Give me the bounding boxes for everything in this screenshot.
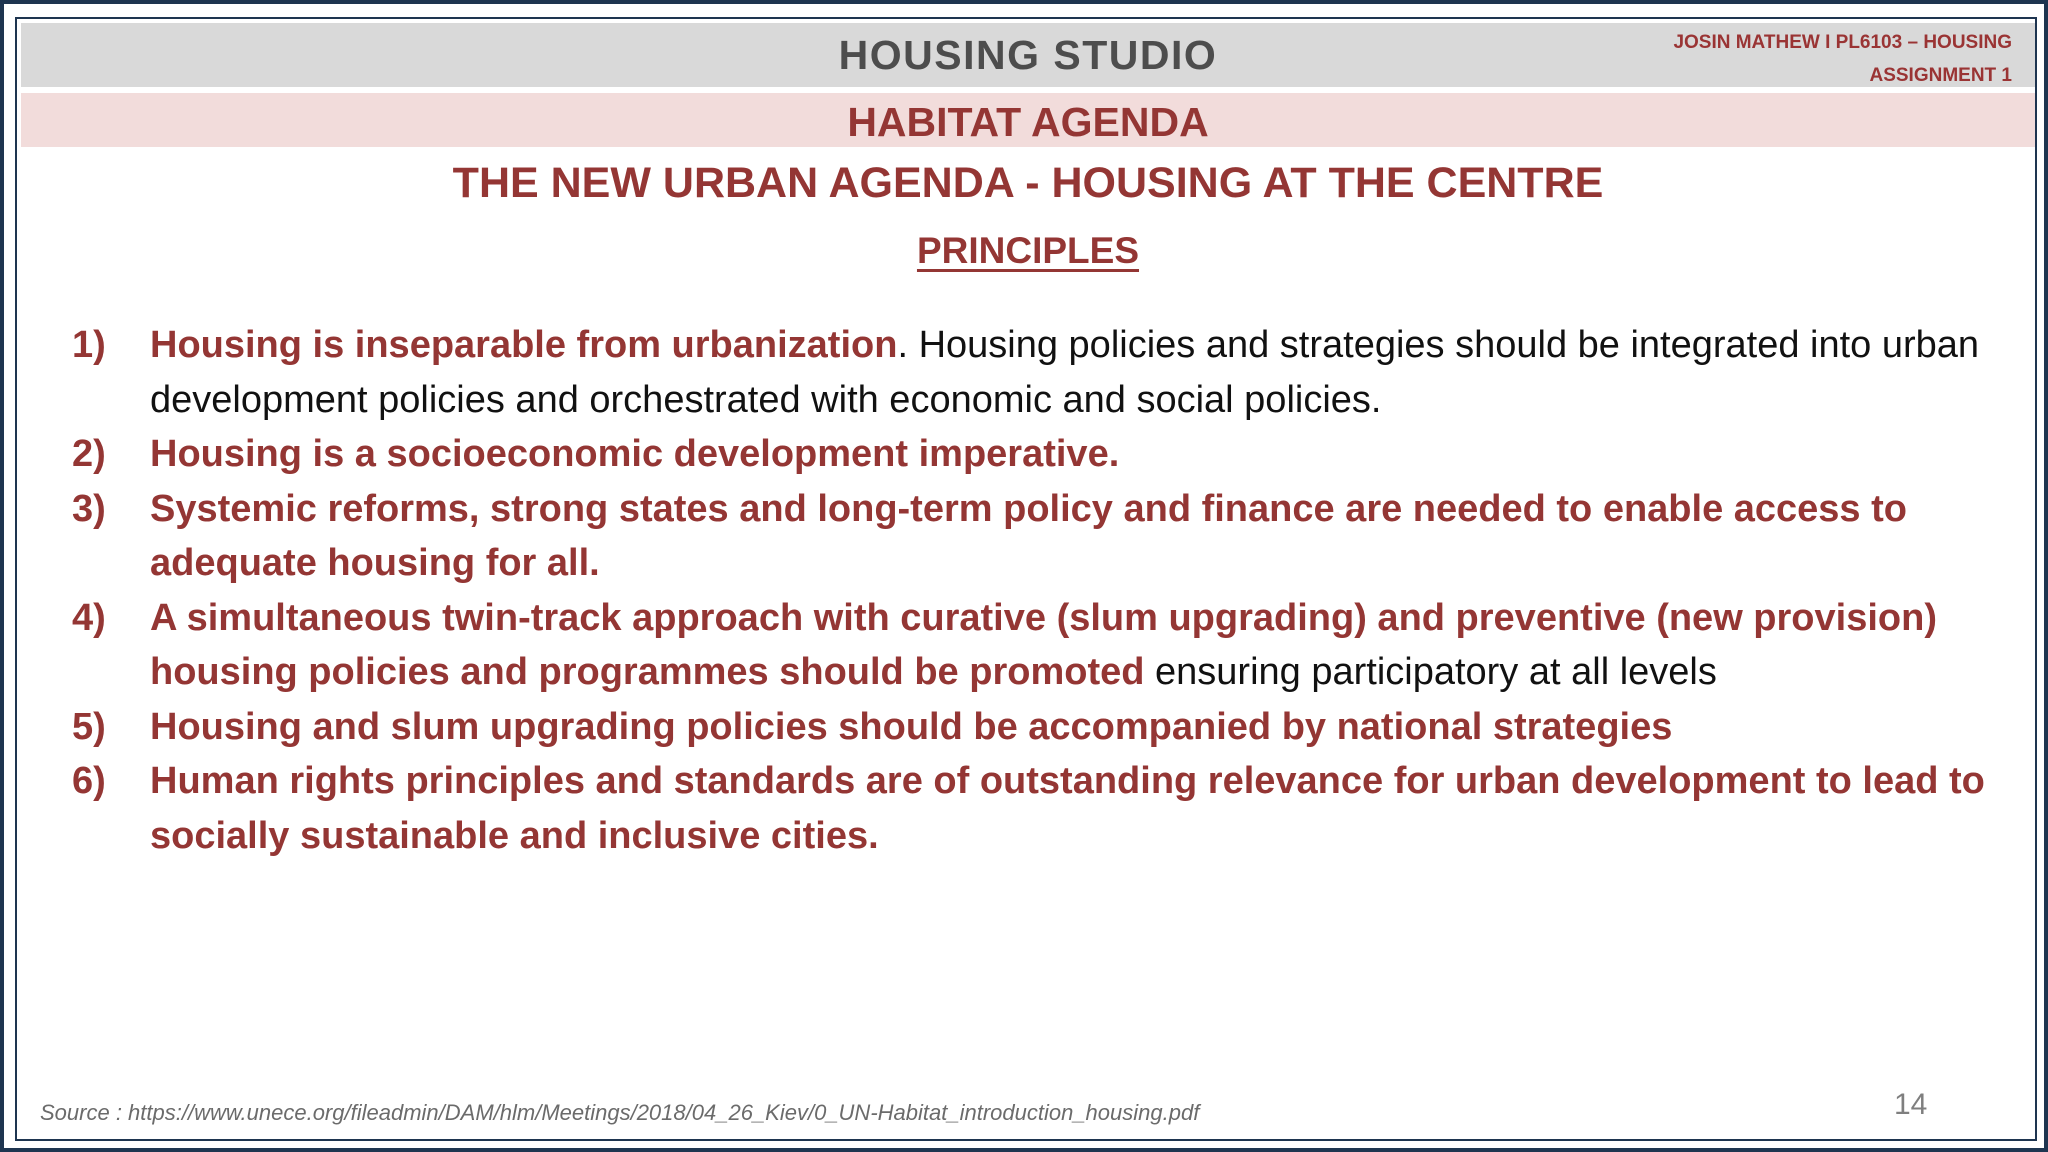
principle-emphasis: Housing is inseparable from urbanization: [150, 324, 898, 366]
principle-number: 4): [72, 596, 106, 639]
principle-number: 2): [72, 433, 106, 475]
author-line: JOSIN MATHEW I PL6103 – HOUSING: [1673, 32, 2012, 53]
principle-number: 6): [72, 760, 106, 802]
principle-emphasis: Human rights principles and standards are of outstanding relevance for urban development to lead to socially sustainable and inclusive cities.: [150, 760, 1985, 857]
principle-emphasis: Housing is a socioeconomic development imperative.: [150, 433, 1120, 475]
principle-emphasis: A simultaneous twin-track approach with curative (slum upgrading) and preventive (new provision) housing policies and programmes should be promoted: [150, 596, 1937, 693]
assignment-line: ASSIGNMENT 1: [1869, 65, 2012, 86]
page-number: 14: [1894, 1088, 1928, 1121]
principle-item: [72, 318, 2012, 427]
principle-emphasis: Systemic reforms, strong states and long-term policy and finance are needed to enable access to adequate housing for all.: [150, 487, 1907, 584]
principle-item: [72, 427, 2012, 482]
source-citation: Source : https://www.unece.org/fileadmin/DAM/hlm/Meetings/2018/04_26_Kiev/0_UN-Habitat_introduction_housing.pdf: [40, 1100, 1200, 1125]
slide-heading: THE NEW URBAN AGENDA - HOUSING AT THE CENTRE: [452, 159, 1604, 207]
principle-item: [72, 700, 2012, 755]
slide-subheading: PRINCIPLES: [916, 230, 1140, 271]
principle-number: 3): [72, 487, 106, 530]
principle-text: ensuring participatory at all levels: [1144, 651, 1717, 693]
principle-emphasis: Housing and slum upgrading policies should be accompanied by national strategies: [150, 705, 1673, 748]
principle-number: 1): [72, 324, 106, 366]
principle-text: . Housing policies and strategies should be integrated into urban development policies and orchestrated with economic and social policies.: [150, 324, 1980, 421]
principle-item: [72, 591, 2012, 700]
section-title: HABITAT AGENDA: [847, 99, 1209, 145]
studio-title: HOUSING STUDIO: [838, 32, 1218, 78]
principle-number: 5): [72, 705, 106, 748]
principle-item: [72, 482, 2012, 591]
principle-item: [72, 754, 2012, 863]
principles-list: [72, 318, 2012, 863]
author-info: [1673, 26, 2012, 92]
